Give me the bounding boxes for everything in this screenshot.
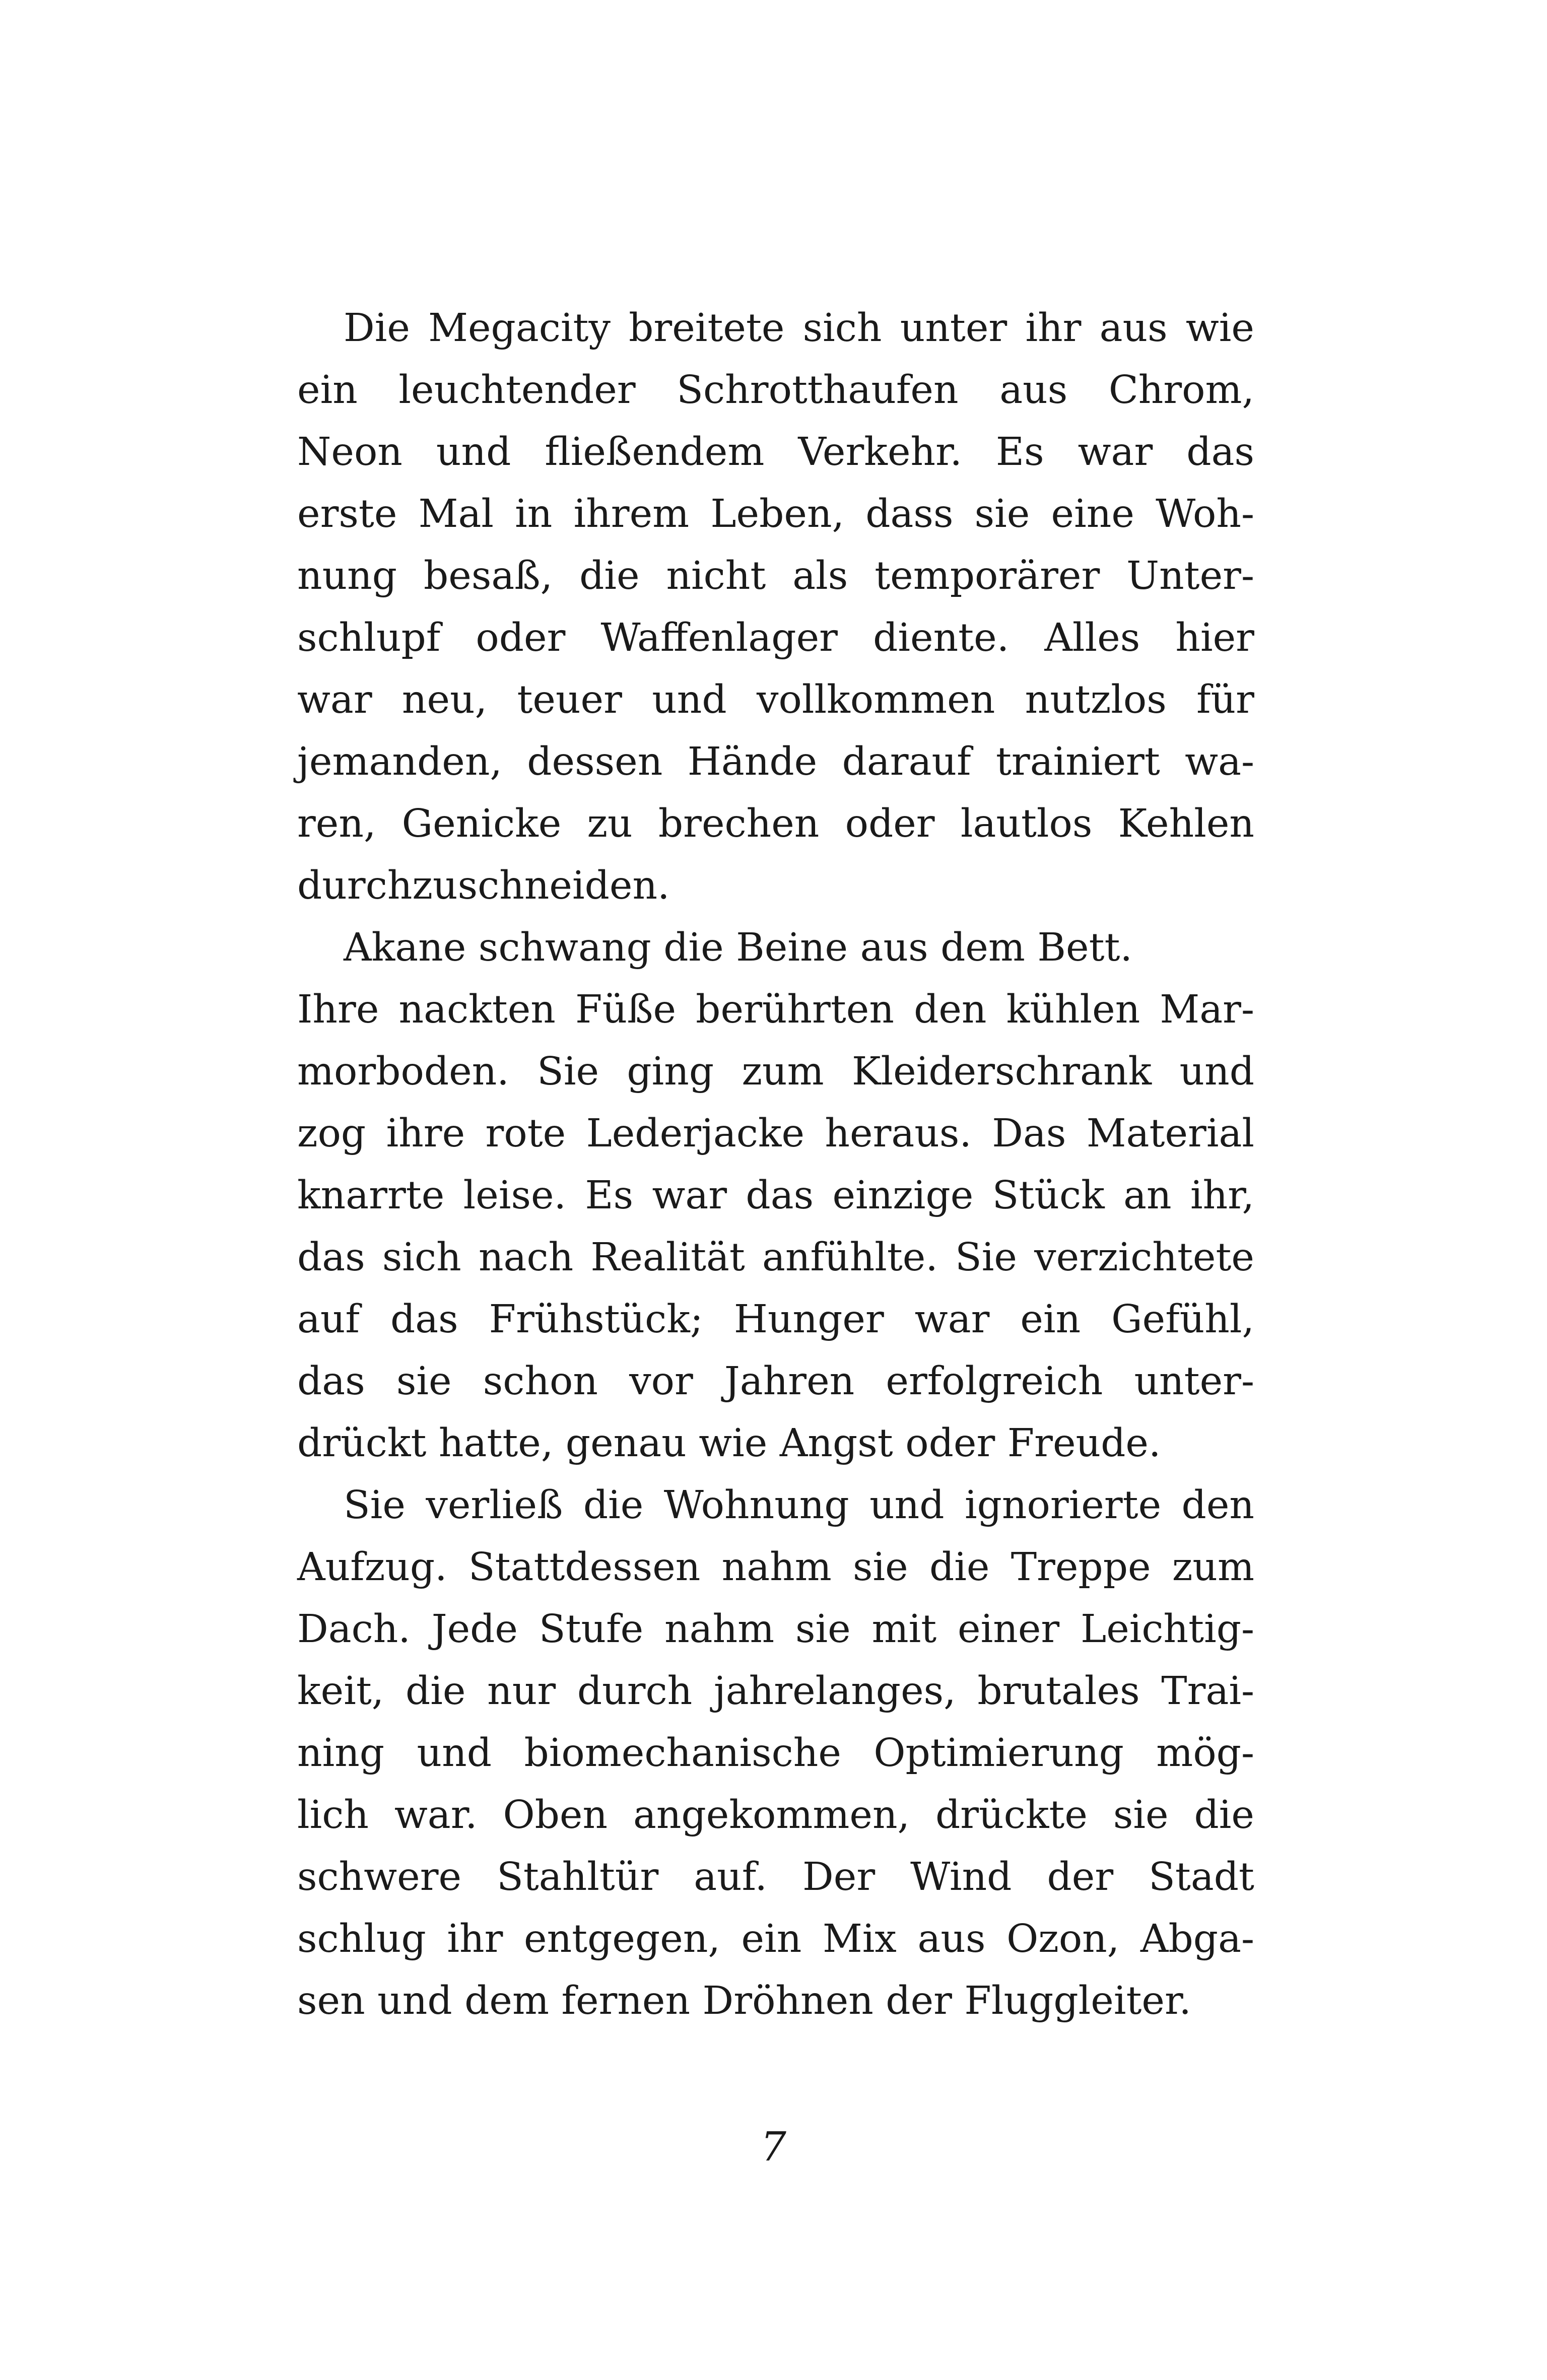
text-line: war neu, teuer und vollkommen nutzlos für	[297, 677, 1254, 722]
text-line: Aufzug. Stattdessen nahm sie die Treppe zum	[297, 1545, 1254, 1590]
text-line: lich war. Oben angekommen, drückte sie die	[297, 1793, 1254, 1838]
text-line: knarrte leise. Es war das einzige Stück an ihr,	[297, 1173, 1254, 1218]
text-line: erste Mal in ihrem Leben, dass sie eine Woh-	[297, 492, 1254, 536]
text-line: jemanden, dessen Hände darauf trainiert wa-	[297, 739, 1254, 784]
text-line: durchzuschneiden.	[297, 863, 670, 908]
text-line: Sie verließ die Wohnung und ignorierte den	[344, 1483, 1254, 1528]
text-line: keit, die nur durch jahrelanges, brutales Trai-	[297, 1669, 1254, 1714]
body-text	[297, 297, 1254, 2032]
text-line: ning und biomechanische Optimierung mög-	[297, 1731, 1254, 1776]
text-line: drückt hatte, genau wie Angst oder Freude.	[297, 1421, 1161, 1466]
text-line: zog ihre rote Lederjacke heraus. Das Material	[297, 1111, 1254, 1156]
text-line: ein leuchtender Schrotthaufen aus Chrom,	[297, 368, 1254, 413]
text-line: sen und dem fernen Dröhnen der Fluggleiter.	[297, 1979, 1191, 2023]
text-line: schlupf oder Waffenlager diente. Alles hier	[297, 616, 1254, 660]
page-number: 7	[761, 2123, 786, 2170]
text-line: Ihre nackten Füße berührten den kühlen Mar-	[297, 987, 1254, 1032]
text-line: Akane schwang die Beine aus dem Bett.	[344, 925, 1132, 970]
text-line: schwere Stahltür auf. Der Wind der Stadt	[297, 1855, 1254, 1899]
text-line: Dach. Jede Stufe nahm sie mit einer Leichtig-	[297, 1607, 1254, 1652]
text-line: morboden. Sie ging zum Kleiderschrank und	[297, 1049, 1254, 1094]
text-line: auf das Frühstück; Hunger war ein Gefühl,	[297, 1297, 1254, 1342]
text-line: Neon und fließendem Verkehr. Es war das	[297, 430, 1254, 474]
text-line: das sie schon vor Jahren erfolgreich unter-	[297, 1359, 1254, 1404]
text-line: das sich nach Realität anfühlte. Sie verzichtete	[297, 1235, 1254, 1280]
text-line: Die Megacity breitete sich unter ihr aus wie	[344, 306, 1254, 351]
text-line: nung besaß, die nicht als temporärer Unter-	[297, 554, 1254, 598]
text-line: ren, Genicke zu brechen oder lautlos Kehlen	[297, 801, 1254, 846]
text-line: schlug ihr entgegen, ein Mix aus Ozon, Abga-	[297, 1917, 1254, 1961]
